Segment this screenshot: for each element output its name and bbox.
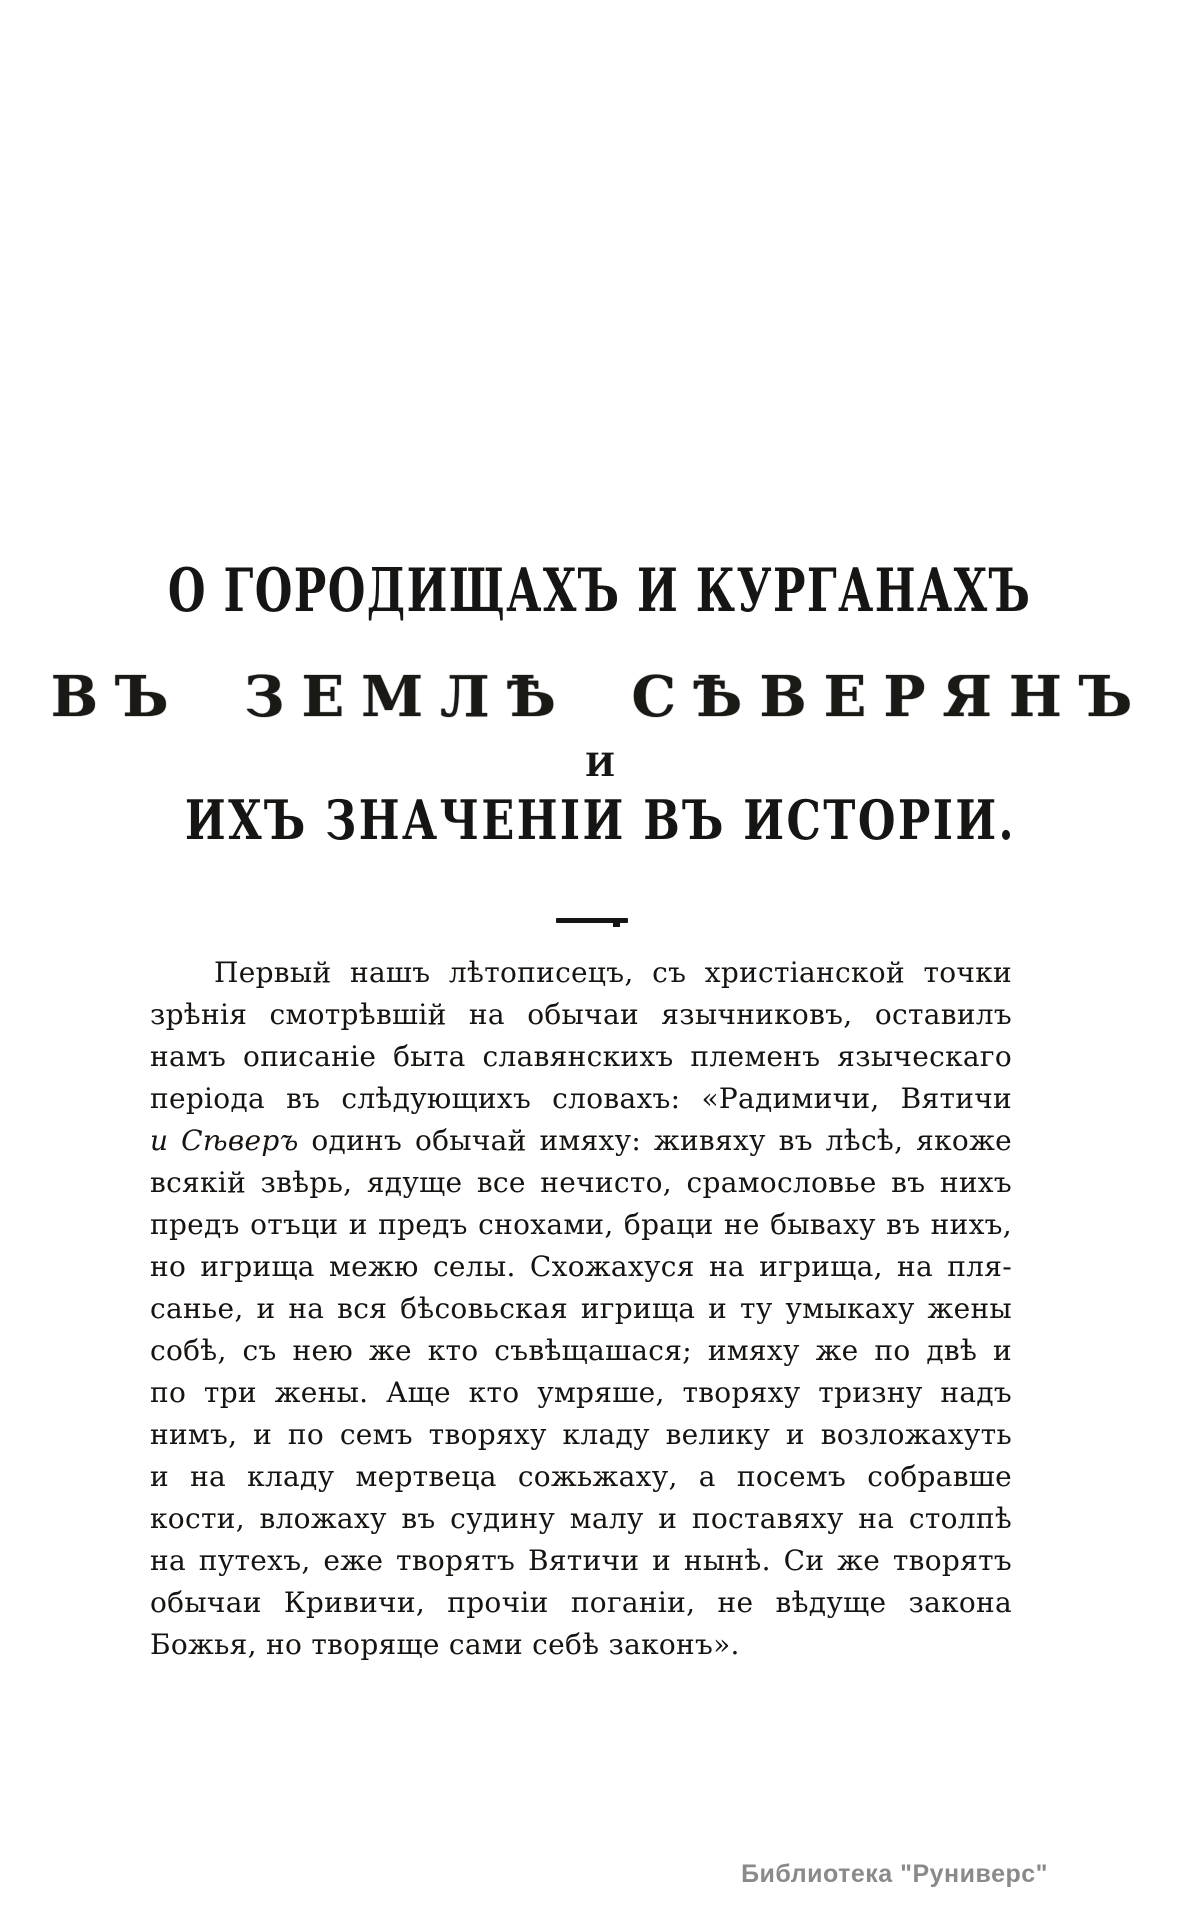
section-divider-rule [556, 918, 628, 923]
page-title-line3 [0, 788, 1200, 852]
text-line: Божья, но творяще сами себѣ законъ». [150, 1628, 740, 1661]
text-line: всякій звѣрь, ядуще все нечисто, срамословье въ нихъ [150, 1166, 1012, 1199]
page-title-line1 [0, 556, 1200, 626]
text-line: намъ описаніе быта славянскихъ племенъ языческаго [150, 1040, 1012, 1073]
page-title-conjunction: И [584, 746, 616, 784]
text-line: и на кладу мертвеца сожьжаху, а посемъ собравше [150, 1460, 1012, 1493]
runivers-watermark: Библиотека "Руниверс" [741, 1860, 1048, 1888]
page-title-line1-text: О ГОРОДИЩАХЪ И КУРГАНАХЪ [168, 556, 1032, 626]
text-line: собѣ, съ нею же кто съвѣщашася; имяху же по двѣ и [150, 1334, 1012, 1367]
text-line: но игрища межю селы. Схожахуся на игрища, на пля- [150, 1250, 1012, 1283]
text-line: кости, вложаху въ судину малу и поставяху на столпѣ [150, 1502, 1012, 1535]
page-title-line3-text: ИХЪ ЗНАЧЕНІИ ВЪ ИСТОРІИ. [184, 788, 1016, 852]
text-line: санье, и на вся бѣсовьская игрища и ту умыкаху жены [150, 1292, 1012, 1325]
text-line: обычаи Кривичи, прочіи поганіи, не вѣдуще закона [150, 1586, 1012, 1619]
text-line: Первый нашъ лѣтописецъ, съ христіанской точки [214, 956, 1012, 989]
text-line: періода въ слѣдующихъ словахъ: «Радимичи, Вятичи [150, 1082, 1012, 1115]
paragraph [150, 952, 1012, 1666]
text-segment: одинъ обычай имяху: живяху въ лѣсѣ, якоже [298, 1124, 1012, 1157]
text-line: зрѣнія смотрѣвшій на обычаи язычниковъ, оставилъ [150, 998, 1012, 1031]
text-line: нимъ, и по семъ творяху кладу велику и возложахуть [150, 1418, 1012, 1451]
text-line: по три жены. Аще кто умряше, творяху тризну надъ [150, 1376, 1012, 1409]
italic-text-segment: и Сѣверъ [150, 1124, 299, 1157]
page-title-line2-decorative: ВЪ ЗЕМЛѢ СѢВЕРЯНЪ [50, 664, 1150, 730]
text-line [150, 1120, 1012, 1162]
text-line: предъ отъци и предъ снохами, браци не бываху въ нихъ, [150, 1208, 1012, 1241]
text-line: на путехъ, еже творятъ Вятичи и нынѣ. Си же творятъ [150, 1544, 1012, 1577]
